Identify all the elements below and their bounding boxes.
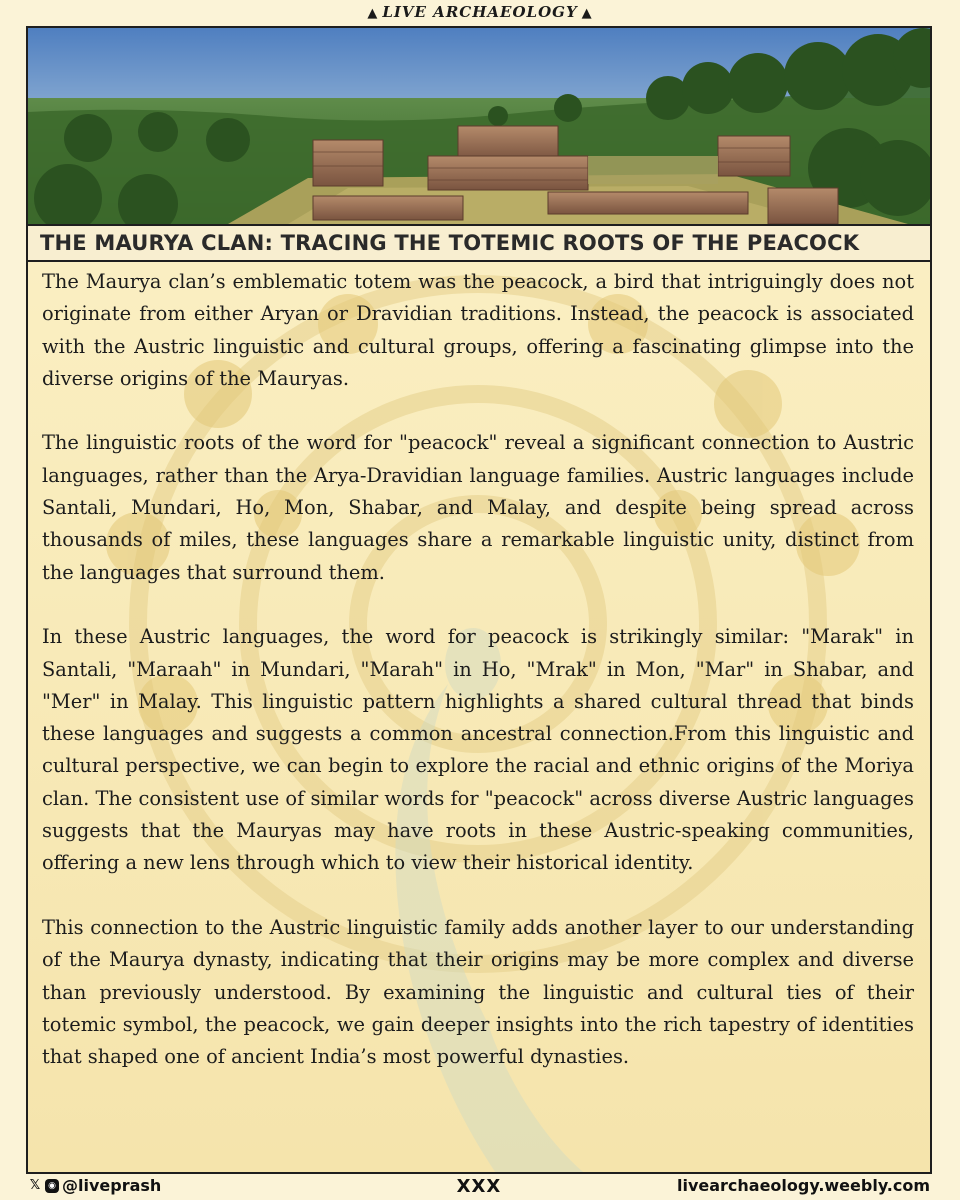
paragraph: The Maurya clan’s emblematic totem was the peacock, a bird that intriguingly does not originate from either Aryan or Dravidian traditions. Instead, the peacock is associated with the Austric linguistic and cultural groups, offering a fascinating glimpse into the diverse origins of the Mauryas. [42,270,914,390]
article-text [42,266,914,1106]
hero-image [28,28,930,226]
article-body [28,264,930,1174]
paragraph: In these Austric languages, the word for peacock is strikingly similar: "Marak" in Santali, "Maraah" in Mundari, "Marah" in Ho, "Mrak" in Mon, "Mar" in Shabar, and "Mer" in Malay. This linguistic pattern highlights a shared cultural thread that binds these languages and suggests a common ancestral connection.From this linguistic and cultural perspective, we can begin to explore the racial and ethnic origins of the Moriya clan. The consistent use of similar words for "peacock" across diverse Austric languages suggests that the Mauryas may have roots in these Austric-speaking communities, offering a new lens through which to view their historical identity. [42,625,914,875]
paragraph: This connection to the Austric linguistic family adds another layer to our understanding of the Maurya dynasty, indicating that their origins may be more complex and diverse than previously understood. By examining the linguistic and cultural ties of their totemic symbol, the peacock, we gain deeper insights into the rich tapestry of identities that shaped one of ancient India’s most powerful dynasties. [42,915,914,1069]
brand-header [0,3,960,25]
instagram-icon: ◉ [45,1179,59,1193]
paragraph: The linguistic roots of the word for "peacock" reveal a significant connection to Austric languages, rather than the Arya-Dravidian language families. Austric languages include Santali, Mundari, Ho, Mon, Shabar, and Malay, and despite being spread across thousands of miles, these languages share a remarkable linguistic unity, distinct from the languages that surround them. [42,431,914,584]
handle-text: @liveprash [62,1176,162,1195]
content-frame [26,26,932,1174]
brand-name: LIVE ARCHAEOLOGY [382,3,578,21]
ruins-photo [28,28,930,224]
article-title: THE MAURYA CLAN: TRACING THE TOTEMIC ROOTS OF THE PEACOCK [28,226,930,262]
stupa-icon: ▲ [367,6,379,21]
website-link[interactable]: livearchaeology.weebly.com [676,1176,930,1195]
stupa-icon: ▲ [581,6,593,21]
footer [26,1174,932,1198]
footer-center: XXX [456,1176,502,1197]
x-logo-icon: 𝕏 [29,1177,41,1193]
